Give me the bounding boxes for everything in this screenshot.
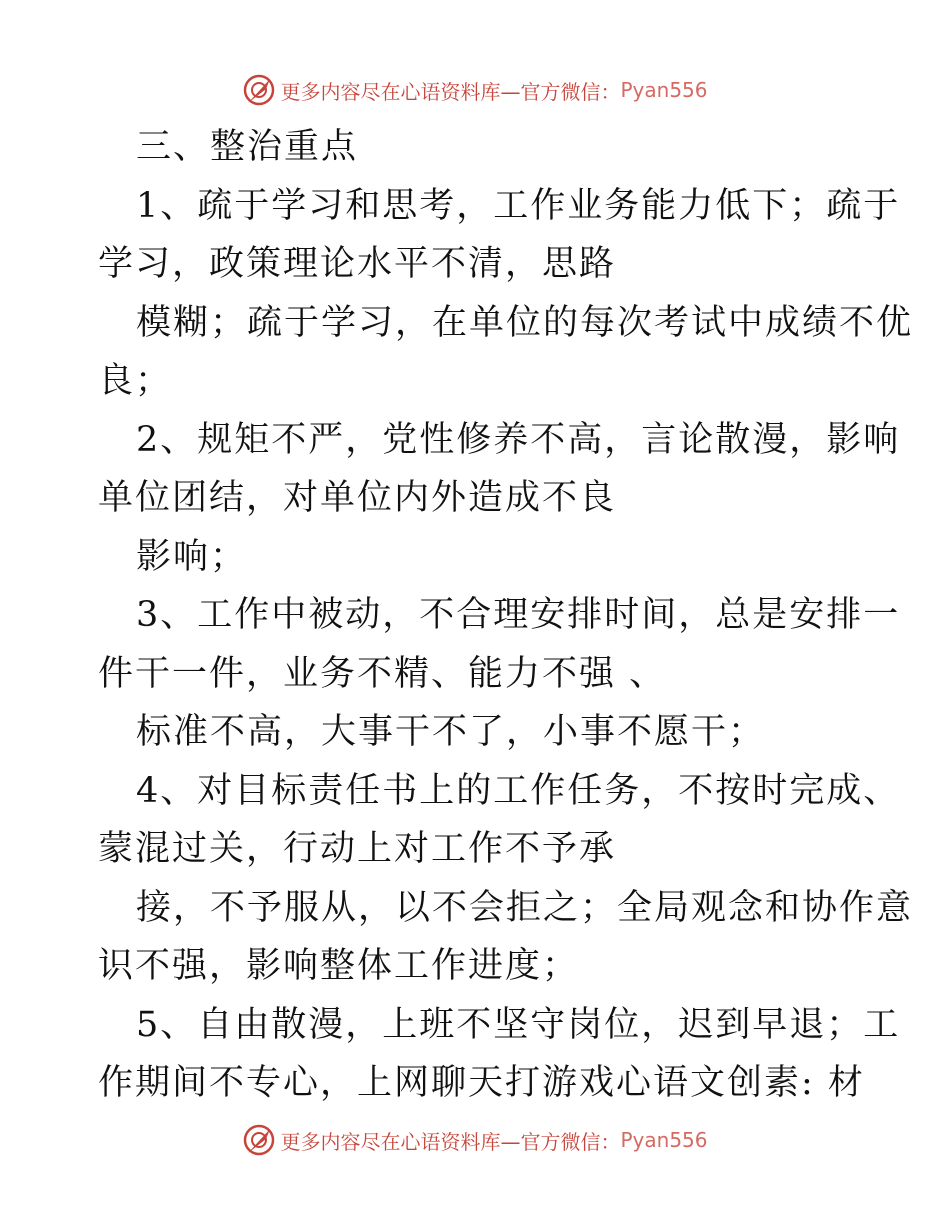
text-line: 4、对目标责任书上的工作任务，不按时完成、 xyxy=(136,770,901,811)
text-line: 件干一件，业务不精、能力不强 、 xyxy=(98,653,667,694)
section-heading: 三、整治重点 xyxy=(136,127,359,167)
text-line: 作期间不专心，上网聊天打游戏心语文创素: 材 xyxy=(98,1063,865,1103)
header-banner-handle: Pyan556 xyxy=(620,78,708,102)
text-line: 学习，政策理论水平不清，思路 xyxy=(98,244,617,284)
footer-watermark-banner xyxy=(0,1120,950,1160)
text-line: 蒙混过关，行动上对工作不予承 xyxy=(98,829,617,869)
footer-banner-text: 更多内容尽在心语资料库—官方微信： xyxy=(280,1129,621,1154)
text-line: 良； xyxy=(98,361,173,401)
header-watermark-banner xyxy=(0,70,950,110)
text-line: 3、工作中被动，不合理安排时间，总是安排一 xyxy=(136,595,901,635)
document-body xyxy=(98,118,914,1113)
text-line: 1、疏于学习和思考，工作业务能力低下；疏于 xyxy=(136,185,901,226)
header-banner-text: 更多内容尽在心语资料库—官方微信： xyxy=(280,79,621,104)
text-line: 2、规矩不严，党性修养不高，言论散漫，影响 xyxy=(136,419,901,460)
text-line: 模糊；疏于学习，在单位的每次考试中成绩不优 xyxy=(136,302,914,343)
text-line: 标准不高，大事干不了，小事不愿干； xyxy=(136,712,766,752)
text-line: 接，不予服从，以不会拒之；全局观念和协作意 xyxy=(136,887,914,928)
text-line: 5、自由散漫，上班不坚守岗位，迟到早退；工 xyxy=(136,1004,901,1045)
footer-banner-handle: Pyan556 xyxy=(620,1128,708,1152)
quill-logo-icon xyxy=(242,1123,276,1157)
text-line: 单位团结，对单位内外造成不良 xyxy=(98,478,617,518)
text-line: 影响； xyxy=(136,536,248,577)
quill-logo-icon xyxy=(242,73,276,107)
text-line: 识不强，影响整体工作进度； xyxy=(98,946,580,986)
